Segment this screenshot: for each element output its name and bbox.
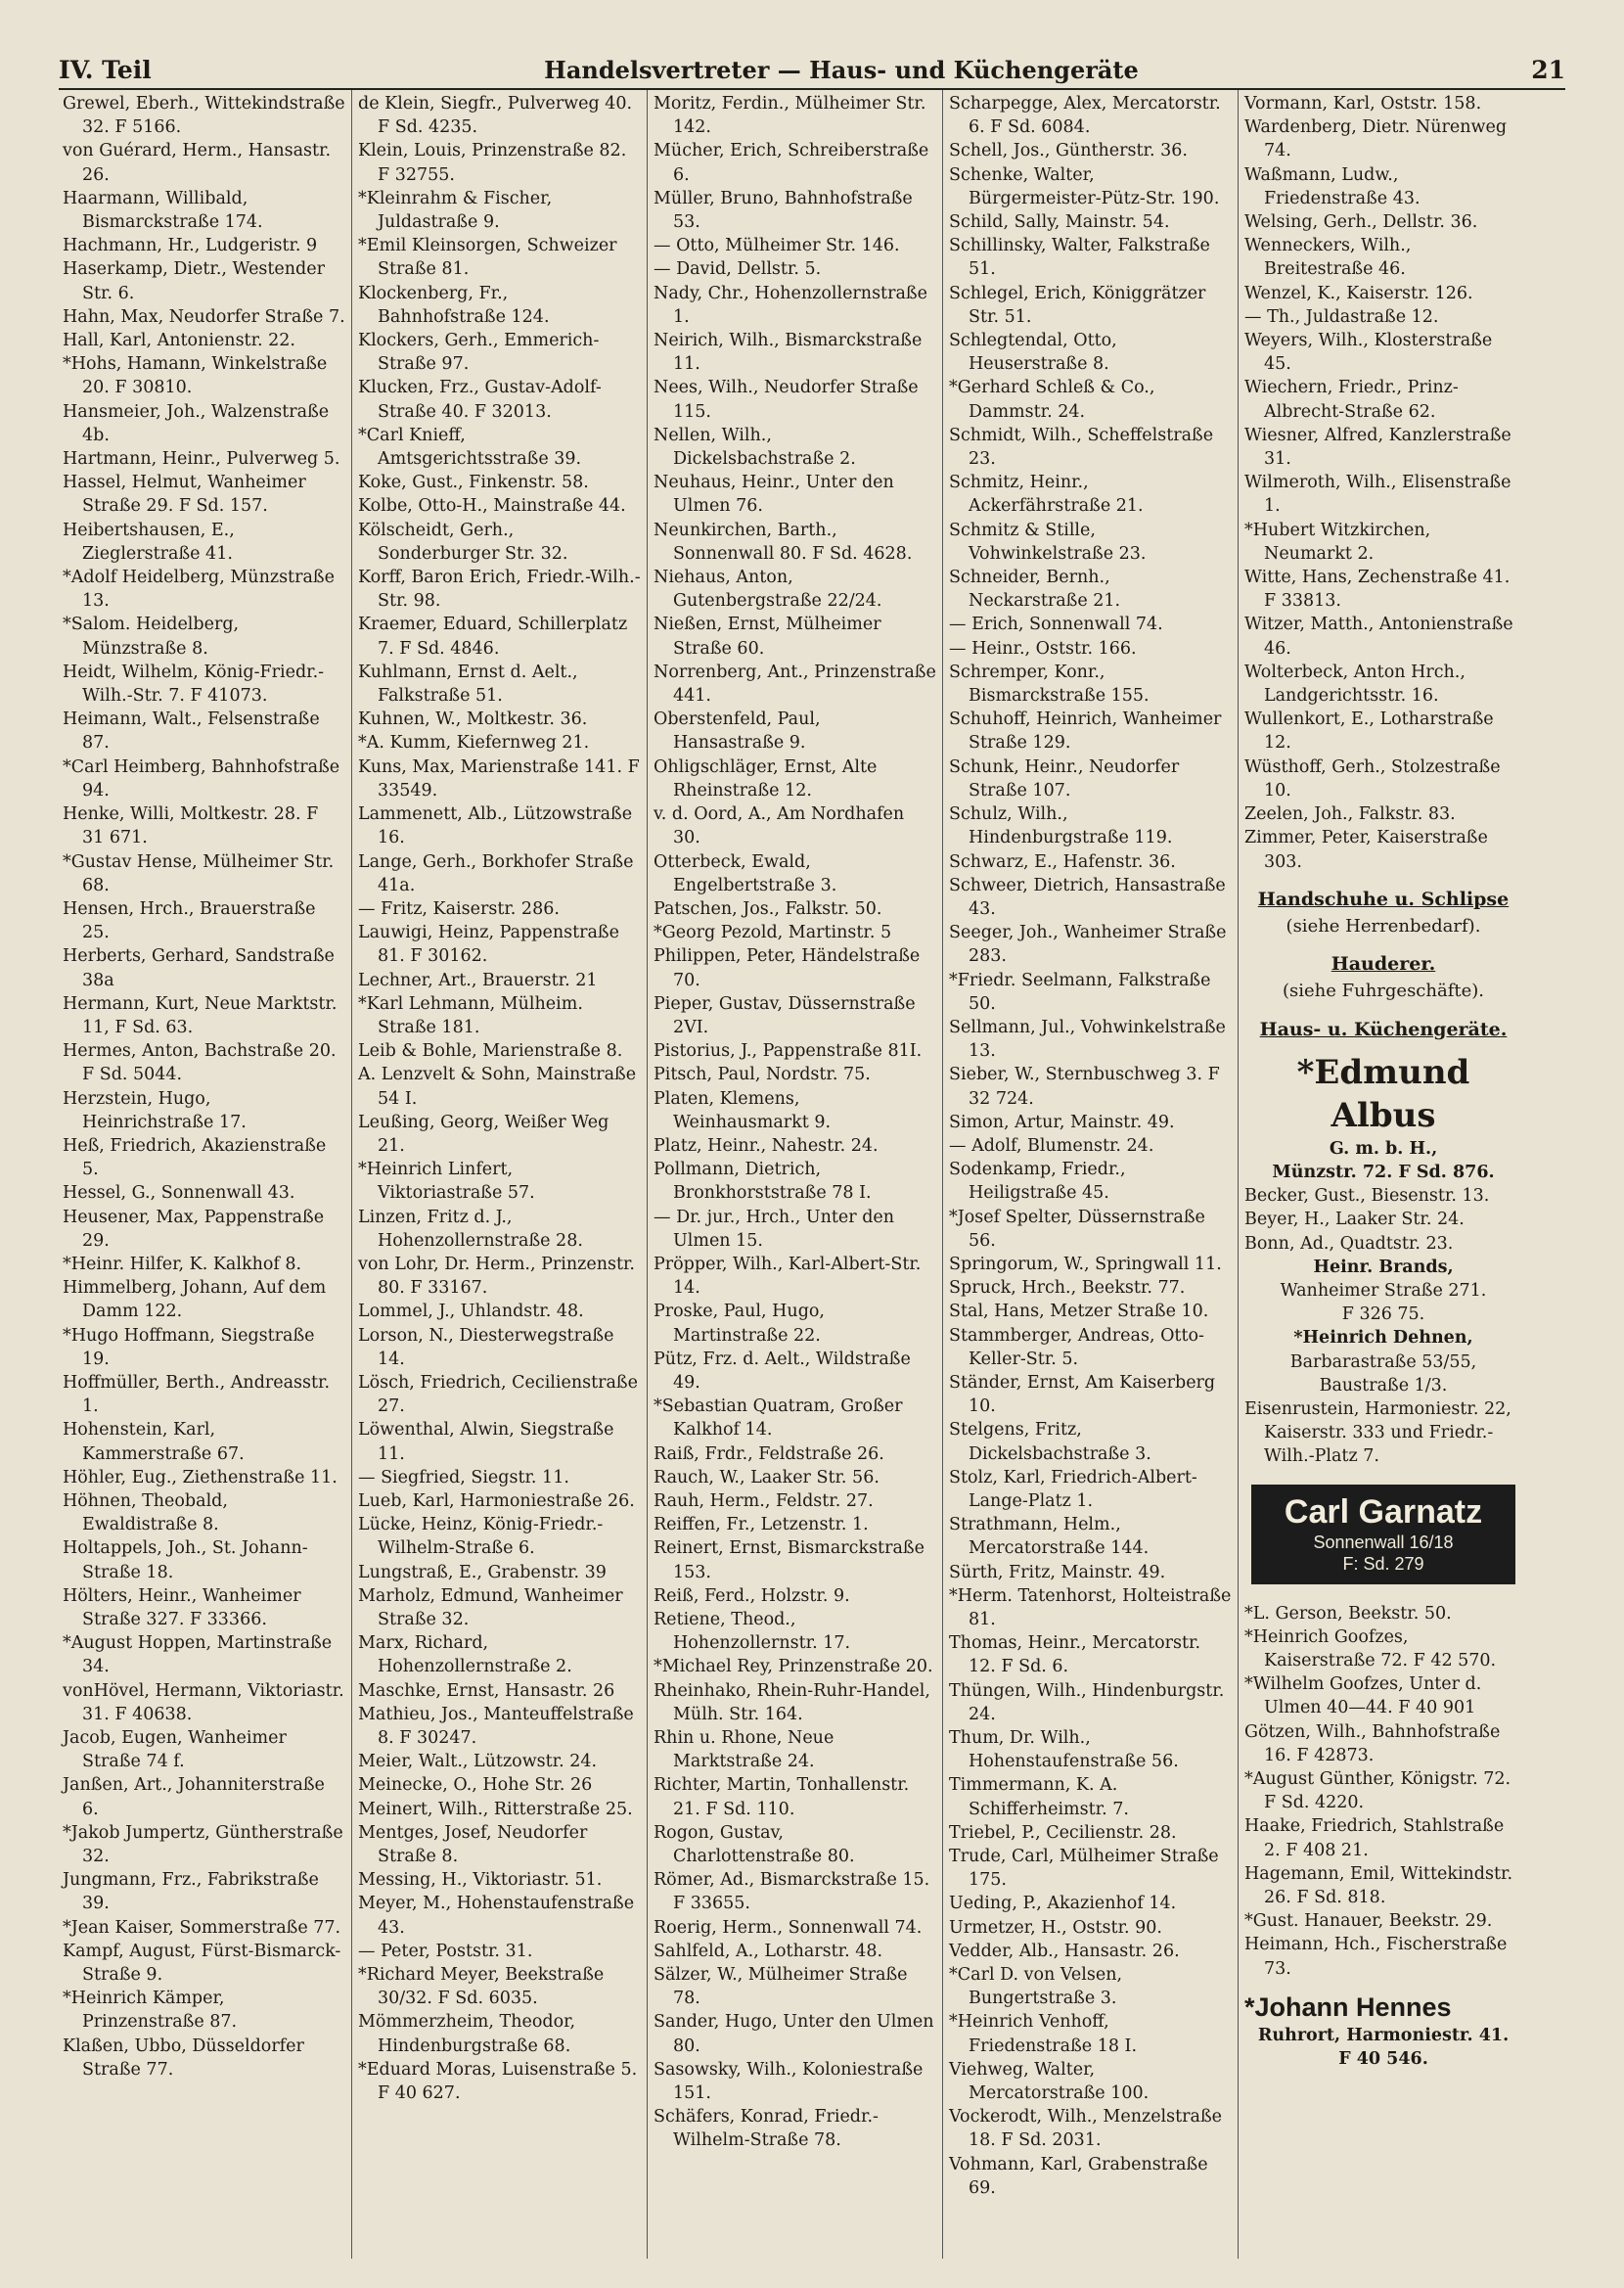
directory-entry: Kuhnen, W., Moltkestr. 36.: [358, 709, 588, 730]
directory-entry: Meinecke, O., Hohe Str. 26: [358, 1775, 593, 1796]
directory-entry: *Heinrich Linfert, Viktoriastraße 57.: [358, 1160, 535, 1204]
directory-entry: Reiffen, Fr., Letzenstr. 1.: [654, 1515, 869, 1535]
directory-entry: Schmitz, Heinr., Ackerfährstraße 21.: [949, 473, 1144, 517]
directory-entry: Trude, Carl, Mülheimer Straße 175.: [949, 1847, 1219, 1891]
directory-entry: de Klein, Siegfr., Pulverweg 40. F Sd. 4235.: [358, 94, 633, 138]
directory-entry: Schmidt, Wilh., Scheffelstraße 23.: [949, 425, 1214, 470]
directory-entry: *Michael Rey, Prinzenstraße 20.: [654, 1657, 933, 1677]
directory-entry: *Jean Kaiser, Sommerstraße 77.: [63, 1917, 341, 1938]
directory-entry: Nießen, Ernst, Mülheimer Straße 60.: [654, 615, 881, 659]
directory-entry: Beyer, H., Laaker Str. 24.: [1244, 1210, 1465, 1230]
directory-entry: Hermes, Anton, Bachstraße 20. F Sd. 5044.: [63, 1041, 337, 1085]
directory-entry: Wolterbeck, Anton Hrch., Landgerichtsstr. 16.: [1244, 662, 1466, 707]
directory-entry: Herberts, Gerhard, Sandstraße 38a: [63, 946, 335, 990]
directory-entry: Rheinhako, Rhein-Ruhr-Handel, Mülh. Str. 164.: [654, 1680, 930, 1724]
directory-entry: Höhnen, Theobald, Ewaldistraße 8.: [63, 1490, 228, 1535]
directory-entry: Witte, Hans, Zechenstraße 41. F 33813.: [1244, 568, 1511, 612]
column-3: [648, 90, 943, 2259]
directory-entry: *L. Gerson, Beekstr. 50.: [1244, 1603, 1452, 1624]
directory-entry: Höhler, Eug., Ziethenstraße 11.: [63, 1467, 338, 1487]
directory-entry: Nees, Wilh., Neudorfer Straße 115.: [654, 378, 919, 422]
directory-entry: Pistorius, J., Pappenstraße 81I.: [654, 1041, 923, 1062]
directory-entry: Meyer, M., Hohenstaufenstraße 43.: [358, 1894, 635, 1938]
directory-entry: Ohligschläger, Ernst, Alte Rheinstraße 12.: [654, 756, 878, 801]
directory-entry: Schillinsky, Walter, Falkstraße 51.: [949, 236, 1210, 280]
ad-albus-line2: Münzstr. 72. F Sd. 876.: [1272, 1162, 1495, 1182]
directory-entry: Seeger, Joh., Wanheimer Straße 283.: [949, 923, 1227, 967]
page-number: 21: [1531, 56, 1565, 84]
directory-entry: Vockerodt, Wilh., Menzelstraße 18. F Sd. 2031.: [949, 2107, 1223, 2151]
directory-entry: *Sebastian Quatram, Großer Kalkhof 14.: [654, 1396, 903, 1441]
ad-hennes-line2: F 40 546.: [1338, 2049, 1428, 2070]
directory-entry: Himmelberg, Johann, Auf dem Damm 122.: [63, 1278, 327, 1322]
directory-entry: Klockenberg, Fr., Bahnhofstraße 124.: [358, 283, 550, 327]
directory-entry: Thüngen, Wilh., Hindenburgstr. 24.: [949, 1680, 1225, 1724]
directory-entry: Niehaus, Anton, Gutenbergstraße 22/24.: [654, 568, 882, 612]
directory-entry: Mentges, Josef, Neudorfer Straße 8.: [358, 1822, 588, 1867]
directory-entry: Hohenstein, Karl, Kammerstraße 67.: [63, 1420, 245, 1464]
directory-entry: Maschke, Ernst, Hansastr. 26: [358, 1680, 615, 1701]
directory-entry: Kraemer, Eduard, Schillerplatz 7. F Sd. 4846.: [358, 615, 628, 659]
directory-entry: Henke, Willi, Moltkestr. 28. F 31 671.: [63, 804, 319, 848]
directory-entry: Kolbe, Otto-H., Mainstraße 44.: [358, 496, 626, 517]
ad-brands-name: Heinr. Brands,: [1313, 1257, 1454, 1277]
directory-entry: Sürth, Fritz, Mainstr. 49.: [949, 1562, 1166, 1582]
directory-entry: Wüsthoff, Gerh., Stolzestraße 10.: [1244, 756, 1501, 801]
page-title: Handelsvertreter — Haus- und Küchengeräte: [544, 56, 1139, 84]
directory-entry: Hagemann, Emil, Wittekindstr. 26. F Sd. 818.: [1244, 1863, 1513, 1907]
directory-entry: Stal, Hans, Metzer Straße 10.: [949, 1302, 1209, 1322]
directory-entry: Messing, H., Viktoriastr. 51.: [358, 1870, 603, 1891]
directory-entry: Roerig, Herm., Sonnenwall 74.: [654, 1917, 923, 1938]
directory-entry: Jacob, Eugen, Wanheimer Straße 74 f.: [63, 1728, 287, 1772]
column-5: [1239, 90, 1528, 2259]
haus-list-2: [1244, 1602, 1522, 1981]
directory-entry: Witzer, Matth., Antonienstraße 46.: [1244, 615, 1513, 659]
directory-entry: Otterbeck, Ewald, Engelbertstraße 3.: [654, 851, 837, 895]
directory-entry: von Lohr, Dr. Herm., Prinzenstr. 80. F 33167.: [358, 1254, 635, 1299]
directory-entry: Platen, Klemens, Weinhausmarkt 9.: [654, 1088, 832, 1132]
ad-dehnen-line1: Barbarastraße 53/55,: [1289, 1351, 1477, 1372]
section-heading-hauderer: Hauderer.: [1331, 953, 1436, 976]
directory-entry: Becker, Gust., Biesenstr. 13.: [1244, 1186, 1490, 1207]
directory-entry: Schlegtendal, Otto, Heuserstraße 8.: [949, 331, 1117, 375]
directory-entry: Pollmann, Dietrich, Bronkhorststraße 78 I.: [654, 1160, 872, 1204]
directory-entry: Haarmann, Willibald, Bismarckstraße 174.: [63, 188, 263, 233]
directory-entry: Wardenberg, Dietr. Nürenweg 74.: [1244, 117, 1508, 161]
directory-entry: Weyers, Wilh., Klosterstraße 45.: [1244, 331, 1493, 375]
directory-entry: Stammberger, Andreas, Otto-Keller-Str. 5.: [949, 1325, 1204, 1369]
directory-entry: *Heinrich Venhoff, Friedenstraße 18 I.: [949, 2012, 1138, 2056]
directory-entry: Ständer, Ernst, Am Kaiserberg 10.: [949, 1372, 1216, 1417]
directory-entry: Sieber, W., Sternbuschweg 3. F 32 724.: [949, 1065, 1220, 1109]
directory-entry: Hensen, Hrch., Brauerstraße 25.: [63, 898, 316, 943]
directory-entry: *A. Kumm, Kiefernweg 21.: [358, 733, 590, 754]
directory-entry: Schell, Jos., Güntherstr. 36.: [949, 141, 1188, 161]
directory-entry: *Carl Knieff, Amtsgerichtsstraße 39.: [358, 425, 582, 470]
directory-entry: Kölscheidt, Gerh., Sonderburger Str. 32.: [358, 520, 568, 564]
directory-entry: vonHövel, Hermann, Viktoriastr. 31. F 40638.: [63, 1680, 344, 1724]
directory-entry: Schlegel, Erich, Königgrätzer Str. 51.: [949, 283, 1206, 327]
directory-entry: Hansmeier, Joh., Walzenstraße 4b.: [63, 401, 330, 445]
directory-entry: Rhin u. Rhone, Neue Marktstraße 24.: [654, 1728, 835, 1772]
directory-entry: Nady, Chr., Hohenzollernstraße 1.: [654, 283, 927, 327]
directory-entry: Wullenkort, E., Lotharstraße 12.: [1244, 709, 1494, 754]
directory-entry: Meier, Walt., Lützowstr. 24.: [358, 1752, 598, 1772]
directory-entry: Heimann, Walt., Felsenstraße 87.: [63, 709, 320, 754]
directory-entry: Patschen, Jos., Falkstr. 50.: [654, 898, 882, 919]
directory-entry: *Gustav Hense, Mülheimer Str. 68.: [63, 851, 335, 895]
directory-entry: — Adolf, Blumenstr. 24.: [949, 1135, 1154, 1156]
directory-entry: Römer, Ad., Bismarckstraße 15. F 33655.: [654, 1870, 930, 1914]
directory-entry: Jungmann, Frz., Fabrikstraße 39.: [63, 1870, 319, 1914]
columns: [57, 90, 1528, 2259]
directory-entry: *Hohs, Hamann, Winkelstraße 20. F 30810.: [63, 354, 328, 398]
directory-entry: Kuns, Max, Marienstraße 141. F 33549.: [358, 756, 640, 801]
directory-entry: Schneider, Bernh., Neckarstraße 21.: [949, 568, 1121, 612]
directory-entry: *Adolf Heidelberg, Münzstraße 13.: [63, 568, 335, 612]
directory-entry: *August Hoppen, Martinstraße 34.: [63, 1633, 333, 1677]
directory-entry: Welsing, Gerh., Dellstr. 36.: [1244, 212, 1478, 233]
directory-entry: Korff, Baron Erich, Friedr.-Wilh.- Str. 98.: [358, 568, 641, 612]
directory-entry: Meinert, Wilh., Ritterstraße 25.: [358, 1799, 633, 1819]
directory-entry: Rauh, Herm., Feldstr. 27.: [654, 1490, 874, 1511]
directory-entry: Kuhlmann, Ernst d. Aelt., Falkstraße 51.: [358, 662, 578, 707]
directory-entry: Heidt, Wilhelm, König-Friedr.-Wilh.-Str. 7. F 41073.: [63, 662, 325, 707]
ad-garnatz: [1251, 1485, 1515, 1584]
directory-entry: Schmitz & Stille, Vohwinkelstraße 23.: [949, 520, 1147, 564]
directory-entry: Vohmann, Karl, Grabenstraße 69.: [949, 2154, 1208, 2198]
directory-entry: Klein, Louis, Prinzenstraße 82. F 32755.: [358, 141, 627, 185]
directory-entry: *Richard Meyer, Beekstraße 30/32. F Sd. 6035.: [358, 1965, 605, 2009]
ad-albus-name: *Edmund Albus: [1296, 1052, 1470, 1135]
directory-entry: Müller, Bruno, Bahnhofstraße 53.: [654, 188, 913, 233]
directory-entry: Urmetzer, H., Oststr. 90.: [949, 1917, 1162, 1938]
directory-entry: Hoffmüller, Berth., Andreasstr. 1.: [63, 1372, 331, 1417]
directory-entry: *Wilhelm Goofzes, Unter d. Ulmen 40—44. F 40 901: [1244, 1674, 1482, 1718]
directory-entry: Mömmerzheim, Theodor, Hindenburgstraße 68.: [358, 2012, 576, 2056]
directory-entry: — Fritz, Kaiserstr. 286.: [358, 898, 560, 919]
directory-entry: Hessel, G., Sonnenwall 43.: [63, 1183, 295, 1204]
directory-entry: Klockers, Gerh., Emmerich-Straße 97.: [358, 331, 600, 375]
directory-entry: Mücher, Erich, Schreiberstraße 6.: [654, 141, 929, 185]
directory-entry: — David, Dellstr. 5.: [654, 259, 822, 280]
directory-entry: *Hubert Witzkirchen, Neumarkt 2.: [1244, 520, 1431, 564]
directory-entry: Rogon, Gustav, Charlottenstraße 80.: [654, 1822, 855, 1867]
directory-entry: v. d. Oord, A., Am Nordhafen 30.: [654, 804, 905, 848]
directory-entry: — Otto, Mülheimer Str. 146.: [654, 236, 900, 256]
directory-entry: Waßmann, Ludw., Friedenstraße 43.: [1244, 164, 1421, 208]
directory-entry: Haake, Friedrich, Stahlstraße 2. F 408 21.: [1244, 1816, 1505, 1860]
directory-entry: Heusener, Max, Pappenstraße 29.: [63, 1207, 325, 1251]
directory-entry: Ueding, P., Akazienhof 14.: [949, 1894, 1177, 1914]
directory-entry: Lösch, Friedrich, Cecilienstraße 27.: [358, 1372, 638, 1417]
directory-entry: *Jakob Jumpertz, Güntherstraße 32.: [63, 1822, 343, 1867]
directory-entry: Hachmann, Hr., Ludgeristr. 9: [63, 236, 318, 256]
directory-entry: Vedder, Alb., Hansastr. 26.: [949, 1941, 1180, 1961]
directory-entry: Raiß, Frdr., Feldstraße 26.: [654, 1443, 884, 1464]
directory-entry: Proske, Paul, Hugo, Martinstraße 22.: [654, 1302, 825, 1346]
directory-entry: *Georg Pezold, Martinstr. 5: [654, 923, 892, 943]
directory-entry: Lange, Gerh., Borkhofer Straße 41a.: [358, 851, 634, 895]
directory-entry: *Eduard Moras, Luisenstraße 5. F 40 627.: [358, 2059, 638, 2104]
column-1: [57, 90, 352, 2259]
directory-entry: Sodenkamp, Friedr., Heiligstraße 45.: [949, 1160, 1126, 1204]
directory-entry: Koke, Gust., Finkenstr. 58.: [358, 473, 589, 493]
directory-entry: Leußing, Georg, Weißer Weg 21.: [358, 1112, 609, 1156]
section-note-gloves: (siehe Herrenbedarf).: [1286, 915, 1481, 937]
directory-entry: Timmermann, K. A. Schifferheimstr. 7.: [949, 1775, 1129, 1819]
directory-entry: Sellmann, Jul., Vohwinkelstraße 13.: [949, 1017, 1226, 1062]
column-2: [352, 90, 648, 2259]
column-4: [943, 90, 1239, 2259]
directory-entry: — Erich, Sonnenwall 74.: [949, 615, 1163, 635]
part-label: IV. Teil: [59, 56, 152, 84]
entry-eisenrustein: Eisenrustein, Harmoniestr. 22, Kaiserstr. 333 und Friedr.-Wilh.-Platz 7.: [1244, 1398, 1511, 1467]
directory-entry: Zeelen, Joh., Falkstr. 83.: [1244, 804, 1456, 825]
ad-dehnen-line2: Baustraße 1/3.: [1319, 1375, 1448, 1396]
directory-entry: *Salom. Heidelberg, Münzstraße 8.: [63, 615, 240, 659]
ad-dehnen-name: *Heinrich Dehnen,: [1293, 1328, 1473, 1349]
directory-entry: *Hugo Hoffmann, Siegstraße 19.: [63, 1325, 315, 1369]
ad-brands-line1: Wanheimer Straße 271.: [1280, 1280, 1487, 1301]
directory-entry: Kampf, August, Fürst-Bismarck-Straße 9.: [63, 1941, 341, 1986]
directory-entry: Pütz, Frz. d. Aelt., Wildstraße 49.: [654, 1349, 911, 1393]
directory-entry: Schenke, Walter, Bürgermeister-Pütz-Str. 190.: [949, 164, 1220, 208]
directory-entry: Reiß, Ferd., Holzstr. 9.: [654, 1585, 850, 1606]
section-heading-haus: Haus- u. Küchengeräte.: [1259, 1018, 1508, 1040]
directory-entry: Schäfers, Konrad, Friedr.-Wilhelm-Straße 78.: [654, 2107, 879, 2151]
directory-entry: Stolz, Karl, Friedrich-Albert-Lange-Platz 1.: [949, 1467, 1197, 1511]
directory-entry: Philippen, Peter, Händelstraße 70.: [654, 946, 921, 990]
directory-entry: *Friedr. Seelmann, Falkstraße 50.: [949, 970, 1211, 1014]
directory-entry: Hahn, Max, Neudorfer Straße 7.: [63, 306, 345, 327]
page-header: [59, 45, 1565, 90]
directory-entry: Herzstein, Hugo, Heinrichstraße 17.: [63, 1088, 247, 1132]
directory-entry: — Peter, Poststr. 31.: [358, 1941, 533, 1961]
directory-entry: Hassel, Helmut, Wanheimer Straße 29. F Sd. 157.: [63, 473, 306, 517]
column-5-list: [1244, 92, 1522, 874]
directory-entry: Wiechern, Friedr., Prinz-Albrecht-Straße 62.: [1244, 378, 1459, 422]
ad-albus-line1: G. m. b. H.,: [1329, 1138, 1438, 1159]
directory-entry: Platz, Heinr., Nahestr. 24.: [654, 1135, 879, 1156]
directory-entry: Neirich, Wilh., Bismarckstraße 11.: [654, 331, 923, 375]
directory-entry: Marx, Richard, Hohenzollernstraße 2.: [358, 1633, 572, 1677]
directory-entry: Haserkamp, Dietr., Westender Str. 6.: [63, 259, 325, 303]
directory-entry: Moritz, Ferdin., Mülheimer Str. 142.: [654, 94, 926, 138]
directory-entry: Strathmann, Helm., Mercatorstraße 144.: [949, 1515, 1150, 1559]
directory-entry: von Guérard, Herm., Hansastr. 26.: [63, 141, 332, 185]
directory-entry: *August Günther, Königstr. 72. F Sd. 4220.: [1244, 1768, 1511, 1813]
directory-entry: Scharpegge, Alex, Mercatorstr. 6. F Sd. 6084.: [949, 94, 1221, 138]
directory-entry: Lücke, Heinz, König-Friedr.-Wilhelm-Straße 6.: [358, 1515, 604, 1559]
directory-entry: Wenneckers, Wilh., Breitestraße 46.: [1244, 236, 1412, 280]
directory-entry: Vormann, Karl, Oststr. 158.: [1244, 94, 1482, 114]
directory-entry: Lueb, Karl, Harmoniestraße 26.: [358, 1490, 635, 1511]
directory-entry: Viehweg, Walter, Mercatorstraße 100.: [949, 2059, 1150, 2104]
directory-entry: Stelgens, Fritz, Dickelsbachstraße 3.: [949, 1420, 1151, 1464]
directory-entry: Pröpper, Wilh., Karl-Albert-Str. 14.: [654, 1254, 922, 1299]
directory-entry: Schuhoff, Heinrich, Wanheimer Straße 129.: [949, 709, 1222, 754]
directory-entry: Nellen, Wilh., Dickelsbachstraße 2.: [654, 425, 856, 470]
directory-entry: Holtappels, Joh., St. Johann-Straße 18.: [63, 1538, 308, 1582]
directory-entry: Klucken, Frz., Gustav-Adolf-Straße 40. F 32013.: [358, 378, 602, 422]
section-heading-gloves: Handschuhe u. Schlipse: [1257, 888, 1510, 910]
directory-entry: — Th., Juldastraße 12.: [1244, 306, 1439, 327]
directory-entry: Thum, Dr. Wilh., Hohenstaufenstraße 56.: [949, 1728, 1179, 1772]
directory-entry: Reinert, Ernst, Bismarckstraße 153.: [654, 1538, 925, 1582]
directory-entry: Marholz, Edmund, Wanheimer Straße 32.: [358, 1585, 623, 1629]
directory-entry: *Carl Heimberg, Bahnhofstraße 94.: [63, 756, 340, 801]
directory-entry: Triebel, P., Cecilienstr. 28.: [949, 1822, 1177, 1843]
directory-entry: Hall, Karl, Antonienstr. 22.: [63, 331, 295, 351]
directory-entry: Klaßen, Ubbo, Düsseldorfer Straße 77.: [63, 2036, 304, 2080]
directory-entry: Schwarz, E., Hafenstr. 36.: [949, 851, 1176, 872]
directory-entry: Simon, Artur, Mainstr. 49.: [949, 1112, 1175, 1132]
ad-hennes-name: *Johann Hennes: [1244, 1991, 1452, 2022]
ad-hennes-line1: Ruhrort, Harmoniestr. 41.: [1257, 2025, 1510, 2045]
directory-entry: Sahlfeld, A., Lotharstr. 48.: [654, 1941, 883, 1961]
directory-entry: Oberstenfeld, Paul, Hansastraße 9.: [654, 709, 821, 754]
directory-entry: — Heinr., Oststr. 166.: [949, 638, 1137, 659]
directory-entry: — Dr. jur., Hrch., Unter den Ulmen 15.: [654, 1207, 895, 1251]
ad-garnatz-name: Carl Garnatz: [1284, 1492, 1483, 1531]
directory-entry: Sälzer, W., Mülheimer Straße 78.: [654, 1965, 908, 2009]
directory-entry: *Carl D. von Velsen, Bungertstraße 3.: [949, 1965, 1123, 2009]
directory-entry: Wenzel, K., Kaiserstr. 126.: [1244, 283, 1473, 303]
directory-entry: Pieper, Gustav, Düssernstraße 2VI.: [654, 993, 916, 1037]
directory-entry: Pitsch, Paul, Nordstr. 75.: [654, 1065, 871, 1085]
directory-entry: *Heinr. Hilfer, K. Kalkhof 8.: [63, 1254, 302, 1274]
directory-entry: Lauwigi, Heinz, Pappenstraße 81. F 30162.: [358, 923, 619, 967]
directory-entry: *Heinrich Kämper, Prinzenstraße 87.: [63, 1989, 238, 2033]
directory-entry: Richter, Martin, Tonhallenstr. 21. F Sd. 110.: [654, 1775, 910, 1819]
ad-garnatz-line1: Sonnenwall 16/18: [1313, 1532, 1454, 1552]
directory-entry: Norrenberg, Ant., Prinzenstraße 441.: [654, 662, 936, 707]
directory-entry: Retiene, Theod., Hohenzollernstr. 17.: [654, 1610, 851, 1654]
ad-garnatz-line2: F: Sd. 279: [1342, 1553, 1424, 1574]
directory-entry: Zimmer, Peter, Kaiserstraße 303.: [1244, 828, 1488, 872]
directory-entry: Wiesner, Alfred, Kanzlerstraße 31.: [1244, 425, 1511, 470]
directory-entry: *Herm. Tatenhorst, Holteistraße 81.: [949, 1585, 1232, 1629]
directory-entry: Lammenett, Alb., Lützowstraße 16.: [358, 804, 633, 848]
directory-entry: Linzen, Fritz d. J., Hohenzollernstraße 28.: [358, 1207, 583, 1251]
section-note-hauderer: (siehe Fuhrgeschäfte).: [1282, 981, 1485, 1002]
directory-entry: Heibertshausen, E., Zieglerstraße 41.: [63, 520, 235, 564]
haus-list-1: [1244, 1184, 1522, 1256]
directory-entry: Heimann, Hch., Fischerstraße 73.: [1244, 1935, 1508, 1979]
directory-entry: Bonn, Ad., Quadtstr. 23.: [1244, 1233, 1454, 1254]
ad-brands-line2: F 326 75.: [1341, 1304, 1425, 1325]
directory-entry: *Heinrich Goofzes, Kaiserstraße 72. F 42 570.: [1244, 1626, 1497, 1670]
directory-entry: Lungstraß, E., Grabenstr. 39: [358, 1562, 607, 1582]
directory-entry: Wilmeroth, Wilh., Elisenstraße 1.: [1244, 473, 1511, 517]
directory-entry: Schremper, Konr., Bismarckstraße 155.: [949, 662, 1150, 707]
directory-entry: Hermann, Kurt, Neue Marktstr. 11, F Sd. 63.: [63, 993, 338, 1037]
directory-entry: Thomas, Heinr., Mercatorstr. 12. F Sd. 6.: [949, 1633, 1201, 1677]
directory-entry: A. Lenzvelt & Sohn, Mainstraße 54 I.: [358, 1065, 637, 1109]
directory-entry: Löwenthal, Alwin, Siegstraße 11.: [358, 1420, 614, 1464]
directory-entry: Mathieu, Jos., Manteuffelstraße 8. F 30247.: [358, 1704, 634, 1749]
directory-entry: Grewel, Eberh., Wittekindstraße 32. F 5166.: [63, 94, 345, 138]
directory-entry: *Gust. Hanauer, Beekstr. 29.: [1244, 1911, 1493, 1932]
directory-entry: Janßen, Art., Johanniterstraße 6.: [63, 1775, 325, 1819]
directory-entry: Schunk, Heinr., Neudorfer Straße 107.: [949, 756, 1180, 801]
directory-entry: *Kleinrahm & Fischer, Juldastraße 9.: [358, 188, 553, 233]
directory-entry: Götzen, Wilh., Bahnhofstraße 16. F 42873.: [1244, 1721, 1501, 1765]
directory-entry: Sasowsky, Wilh., Koloniestraße 151.: [654, 2059, 924, 2104]
directory-entry: — Siegfried, Siegstr. 11.: [358, 1467, 569, 1487]
directory-entry: Hartmann, Heinr., Pulverweg 5.: [63, 449, 340, 470]
directory-entry: *Gerhard Schleß & Co., Dammstr. 24.: [949, 378, 1155, 422]
directory-entry: *Josef Spelter, Düssernstraße 56.: [949, 1207, 1205, 1251]
directory-entry: Neuhaus, Heinr., Unter den Ulmen 76.: [654, 473, 894, 517]
directory-entry: Sander, Hugo, Unter den Ulmen 80.: [654, 2012, 934, 2056]
directory-entry: Rauch, W., Laaker Str. 56.: [654, 1467, 880, 1487]
directory-entry: Hölters, Heinr., Wanheimer Straße 327. F 33366.: [63, 1585, 301, 1629]
directory-entry: Lechner, Art., Brauerstr. 21: [358, 970, 598, 990]
directory-entry: *Karl Lehmann, Mülheim. Straße 181.: [358, 993, 583, 1037]
directory-entry: *Emil Kleinsorgen, Schweizer Straße 81.: [358, 236, 617, 280]
directory-entry: Springorum, W., Springwall 11.: [949, 1254, 1222, 1274]
directory-entry: Schild, Sally, Mainstr. 54.: [949, 212, 1170, 233]
directory-entry: Lorson, N., Diesterwegstraße 14.: [358, 1325, 614, 1369]
directory-entry: Lommel, J., Uhlandstr. 48.: [358, 1302, 584, 1322]
directory-entry: Heß, Friedrich, Akazienstraße 5.: [63, 1135, 327, 1180]
directory-entry: Spruck, Hrch., Beekstr. 77.: [949, 1278, 1186, 1299]
directory-entry: Schweer, Dietrich, Hansastraße 43.: [949, 875, 1226, 919]
directory-entry: Neunkirchen, Barth., Sonnenwall 80. F Sd. 4628.: [654, 520, 913, 564]
directory-entry: Schulz, Wilh., Hindenburgstraße 119.: [949, 804, 1173, 848]
directory-entry: Leib & Bohle, Marienstraße 8.: [358, 1041, 623, 1062]
